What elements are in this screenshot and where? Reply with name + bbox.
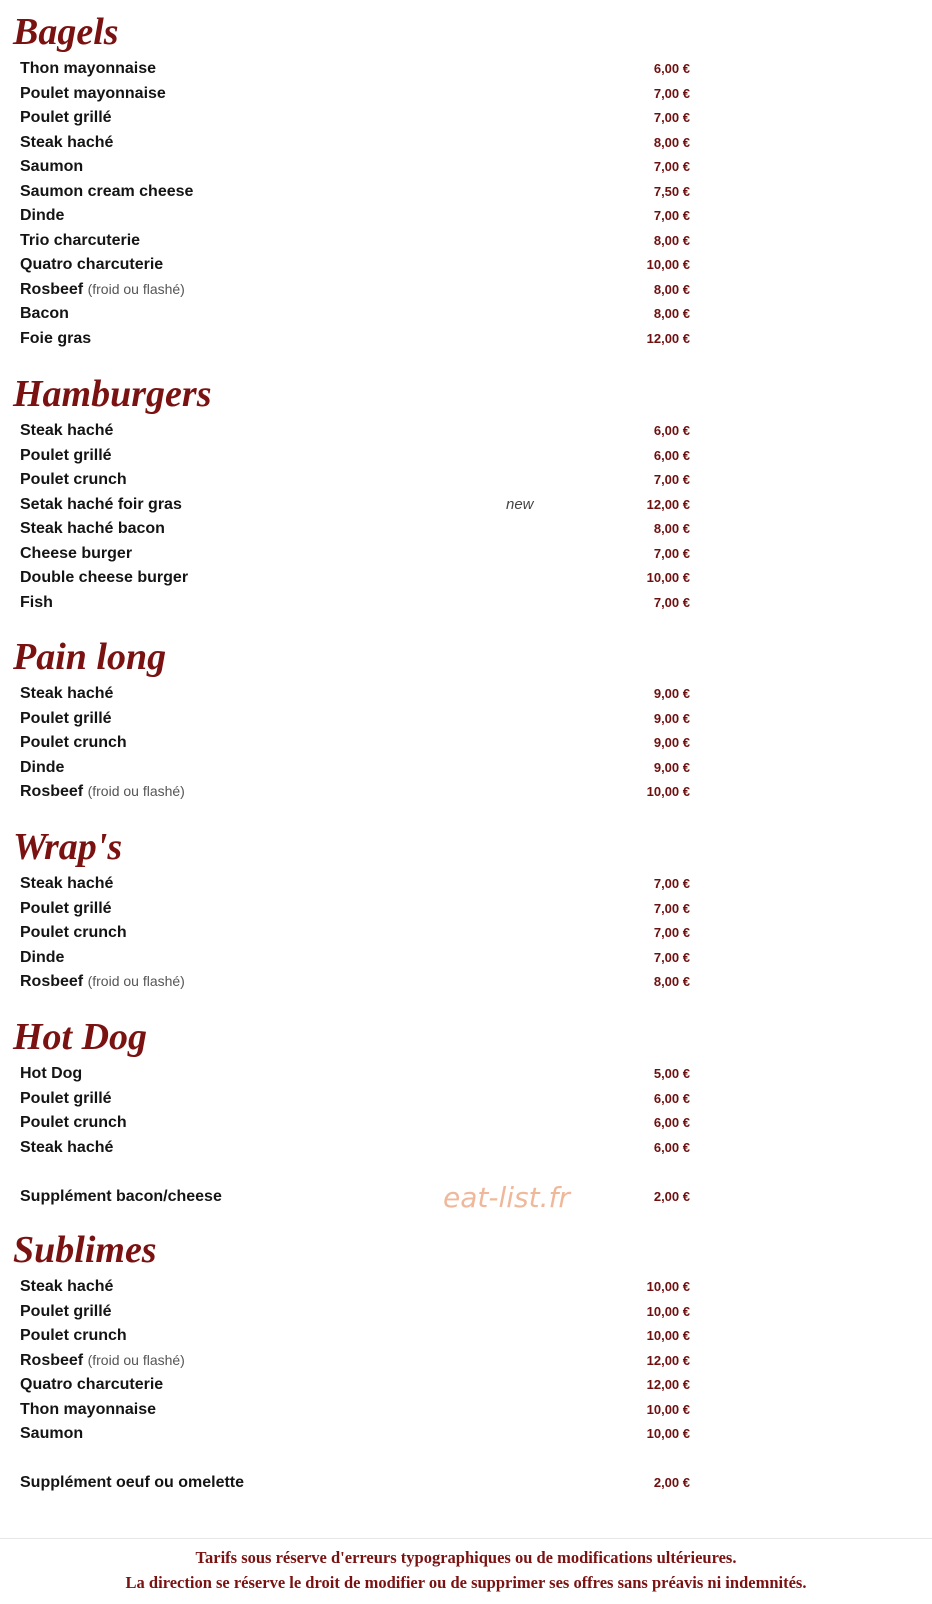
item-price: 6,00 € [653,1090,690,1106]
item-name [20,203,64,228]
item-name-text: Poulet crunch [20,734,127,751]
menu-item [0,1299,932,1324]
item-name-text: Steak haché [20,1138,114,1156]
item-price: 9,00 € [653,686,690,701]
item-name [20,1086,112,1111]
item-name-text: Steak haché [20,875,114,892]
menu-item [0,252,932,277]
item-name [20,1372,163,1397]
menu-item [0,755,932,780]
item-name [20,492,182,517]
footer-disclaimer [0,1538,932,1604]
item-name-text: Rosbeef [20,280,84,298]
menu-item [0,418,932,443]
item-price: 6,00 € [653,61,690,76]
menu-item [0,945,932,970]
item-name-text: Hot Dog [20,1065,83,1082]
menu-item [0,1372,932,1397]
item-name [20,252,163,277]
menu-item [0,1397,932,1422]
menu-item [0,565,932,590]
item-name [20,443,112,468]
item-name-text: Saumon [20,1425,84,1442]
item-price: 7,00 € [653,900,690,916]
menu-item [0,681,932,706]
item-name-text: Steak haché [20,422,114,439]
item-name-text: Poulet grillé [20,446,112,464]
item-price: 10,00 € [646,1401,690,1417]
item-name-text: Poulet crunch [20,471,127,488]
menu-item [0,1086,932,1111]
menu-item [0,969,932,994]
item-name [20,1397,156,1422]
item-name-text: Dinde [20,207,65,224]
item-note: (froid ou flashé) [87,1351,185,1368]
menu-item [0,896,932,921]
section-title: Pain long [13,636,167,678]
item-price: 12,00 € [646,1377,690,1392]
new-badge: new [506,495,534,513]
item-price: 10,00 € [646,1279,690,1294]
menu-item [0,516,932,541]
item-price: 7,00 € [653,85,690,101]
menu-item [0,541,932,566]
item-name-text: Setak haché foir gras [20,495,182,513]
item-name-text: Steak haché [20,1278,114,1295]
menu-item [0,1274,932,1299]
item-name-text: Rosbeef [20,783,84,800]
item-name [20,920,127,945]
item-price: 12,00 € [646,496,690,512]
item-name [20,945,64,970]
item-name [20,1470,244,1495]
item-name-text: Double cheese burger [20,569,189,586]
menu-item [0,81,932,106]
item-name-text: Poulet grillé [20,1302,112,1320]
footer-line-1: Tarifs sous réserve d'erreurs typographiques ou de modifications ultérieures. [195,1548,737,1567]
menu-item [0,228,932,253]
item-name-text: Poulet crunch [20,1327,127,1344]
item-price: 6,00 € [653,423,690,438]
item-name-text: Steak haché [20,133,114,151]
menu-item [0,105,932,130]
item-name-text: Trio charcuterie [20,231,141,249]
item-name-text: Cheese burger [20,544,133,562]
menu-item [0,1061,932,1086]
item-name [20,1184,222,1209]
item-price: 7,00 € [653,876,690,891]
item-name-text: Poulet grillé [20,899,112,917]
item-name [20,730,127,755]
item-name-text: Poulet mayonnaise [20,84,166,102]
item-name-text: Quatro charcuterie [20,1376,164,1393]
menu-item [0,277,932,302]
menu-item [0,706,932,731]
item-price: 7,00 € [653,925,690,940]
menu-item [0,871,932,896]
menu-item [0,301,932,326]
menu-item [0,1348,932,1373]
menu-item [0,1470,932,1495]
footer-line-2: La direction se réserve le droit de modifier ou de supprimer ses offres sans préavis ni indemnités. [125,1573,807,1592]
item-name-text: Dinde [20,758,65,776]
item-price: 8,00 € [653,134,690,150]
item-name [20,81,166,106]
menu-item [0,56,932,81]
item-price: 9,00 € [653,710,690,726]
item-name [20,179,193,204]
item-name [20,277,185,302]
section-title: Bagels [13,11,119,53]
section-title: Wrap's [13,826,123,868]
item-price: 12,00 € [646,1352,690,1368]
item-note: (froid ou flashé) [87,783,185,799]
item-name-text: Poulet grillé [20,709,112,727]
item-name [20,1274,113,1299]
item-price: 8,00 € [653,306,690,321]
item-price: 2,00 € [653,1188,690,1204]
item-name [20,681,113,706]
item-price: 10,00 € [646,1426,690,1441]
item-name-text: Steak haché [20,685,114,702]
item-name [20,154,83,179]
item-name-text: Bacon [20,305,69,322]
menu-item [0,1421,932,1446]
item-note: (froid ou flashé) [87,280,185,297]
item-name [20,1421,83,1446]
menu-item [0,443,932,468]
menu-item [0,730,932,755]
item-price: 10,00 € [646,784,690,799]
item-name-text: Rosbeef [20,973,84,990]
item-name [20,418,113,443]
item-price: 10,00 € [646,570,690,585]
menu-item [0,154,932,179]
menu-item [0,590,932,615]
item-name [20,56,156,81]
item-name-text: Saumon [20,158,84,175]
item-price: 7,00 € [653,110,690,125]
item-name-text: Thon mayonnaise [20,1400,157,1418]
item-price: 7,50 € [653,183,690,199]
item-name-text: Poulet crunch [20,924,127,941]
item-name-text: Quatro charcuterie [20,256,164,273]
item-name [20,516,165,541]
item-name-text: Poulet grillé [20,1089,112,1107]
item-price: 10,00 € [646,1328,690,1343]
item-name [20,326,91,351]
item-name [20,755,64,780]
item-name-text: Poulet crunch [20,1114,127,1131]
item-name [20,301,69,326]
item-price: 10,00 € [646,257,690,272]
item-price: 7,00 € [653,159,690,174]
item-price: 9,00 € [653,735,690,750]
item-price: 7,00 € [653,594,690,610]
item-name [20,565,188,590]
item-price: 2,00 € [653,1475,690,1490]
item-price: 6,00 € [653,1139,690,1155]
item-name [20,969,185,994]
item-name-text: Saumon cream cheese [20,182,194,200]
item-price: 8,00 € [653,974,690,989]
item-price: 9,00 € [653,759,690,775]
item-price: 7,00 € [653,545,690,561]
item-price: 7,00 € [653,472,690,487]
item-name [20,130,113,155]
menu-item [0,779,932,804]
item-name-text: Rosbeef [20,1351,84,1369]
item-price: 10,00 € [646,1303,690,1319]
item-name-text: Foie gras [20,329,92,347]
item-price: 8,00 € [653,521,690,536]
item-name-text: Supplément bacon/cheese [20,1187,222,1205]
item-name-text: Fish [20,593,53,611]
item-price: 6,00 € [653,1115,690,1130]
item-name-text: Steak haché bacon [20,520,165,537]
menu-item [0,920,932,945]
item-name-text: Dinde [20,948,65,966]
item-name [20,871,113,896]
section-title: Sublimes [13,1229,157,1271]
item-name [20,706,112,731]
item-price: 7,00 € [653,208,690,223]
menu-item [0,1323,932,1348]
section-title: Hot Dog [13,1016,148,1058]
item-name [20,467,127,492]
menu-item [0,1110,932,1135]
item-name [20,1348,185,1373]
watermark: eat-list.fr [443,1181,570,1214]
item-name [20,1323,127,1348]
item-name [20,1299,112,1324]
item-name [20,105,112,130]
item-price: 5,00 € [653,1066,690,1081]
menu-item [0,130,932,155]
item-price: 8,00 € [653,232,690,248]
menu-item [0,492,932,517]
menu-item [0,467,932,492]
item-note: (froid ou flashé) [87,973,185,989]
item-name [20,1110,127,1135]
item-name [20,896,112,921]
item-price: 8,00 € [653,281,690,297]
item-price: 12,00 € [646,330,690,346]
item-name-text: Thon mayonnaise [20,60,157,77]
menu-item [0,326,932,351]
item-name [20,228,140,253]
item-name [20,779,185,804]
item-name-text: Poulet grillé [20,109,112,126]
item-name [20,590,53,615]
item-price: 7,00 € [653,949,690,965]
item-name [20,1135,113,1160]
section-title: Hamburgers [13,373,212,415]
item-name-text: Supplément oeuf ou omelette [20,1474,245,1491]
item-name [20,541,132,566]
item-price: 6,00 € [653,447,690,463]
menu-item [0,179,932,204]
item-name [20,1061,82,1086]
menu-item [0,203,932,228]
menu-item [0,1135,932,1160]
